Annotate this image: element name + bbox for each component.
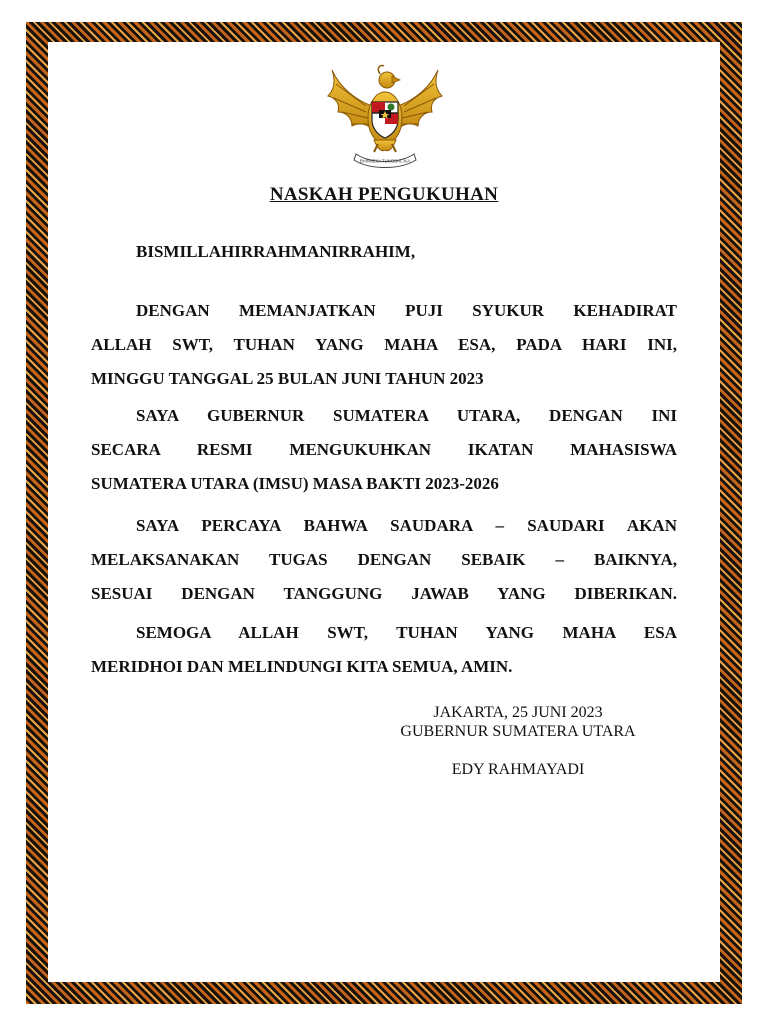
signature-position: GUBERNUR SUMATERA UTARA: [400, 723, 636, 740]
paragraph-line: MINGGU TANGGAL 25 BULAN JUNI TAHUN 2023: [91, 369, 484, 388]
paragraph-line: SUMATERA UTARA (IMSU) MASA BAKTI 2023-2026: [91, 474, 499, 493]
paragraph-line: SAYA PERCAYA BAHWA SAUDARA – SAUDARI AKAN: [136, 516, 677, 535]
greeting: BISMILLAHIRRAHMANIRRAHIM,: [136, 242, 416, 261]
signature-place-date: JAKARTA, 25 JUNI 2023: [433, 704, 603, 721]
emblem-motto: BHINNEKA TUNGGAL IKA: [359, 158, 411, 164]
paragraph-line: MERIDHOI DAN MELINDUNGI KITA SEMUA, AMIN.: [91, 657, 513, 676]
signature-name: EDY RAHMAYADI: [451, 761, 585, 778]
document-title: NASKAH PENGUKUHAN: [269, 184, 499, 205]
paragraph-line: SESUAI DENGAN TANGGUNG JAWAB YANG DIBERIKAN.: [91, 584, 677, 603]
paragraph: [91, 616, 677, 684]
paragraph-line: SAYA GUBERNUR SUMATERA UTARA, DENGAN INI: [136, 406, 677, 425]
paragraph: [91, 509, 677, 611]
paragraph-line: DENGAN MEMANJATKAN PUJI SYUKUR KEHADIRAT: [136, 301, 677, 320]
paragraph-line: MELAKSANAKAN TUGAS DENGAN SEBAIK – BAIKNYA,: [91, 550, 677, 569]
paragraph-line: SEMOGA ALLAH SWT, TUHAN YANG MAHA ESA: [136, 623, 677, 642]
paragraph: [91, 294, 677, 396]
paragraph-line: SECARA RESMI MENGUKUHKAN IKATAN MAHASISWA: [91, 440, 677, 459]
paragraph: [91, 399, 677, 501]
garuda-pancasila-emblem-icon: [326, 60, 444, 168]
paragraph-line: ALLAH SWT, TUHAN YANG MAHA ESA, PADA HARI INI,: [91, 335, 677, 354]
